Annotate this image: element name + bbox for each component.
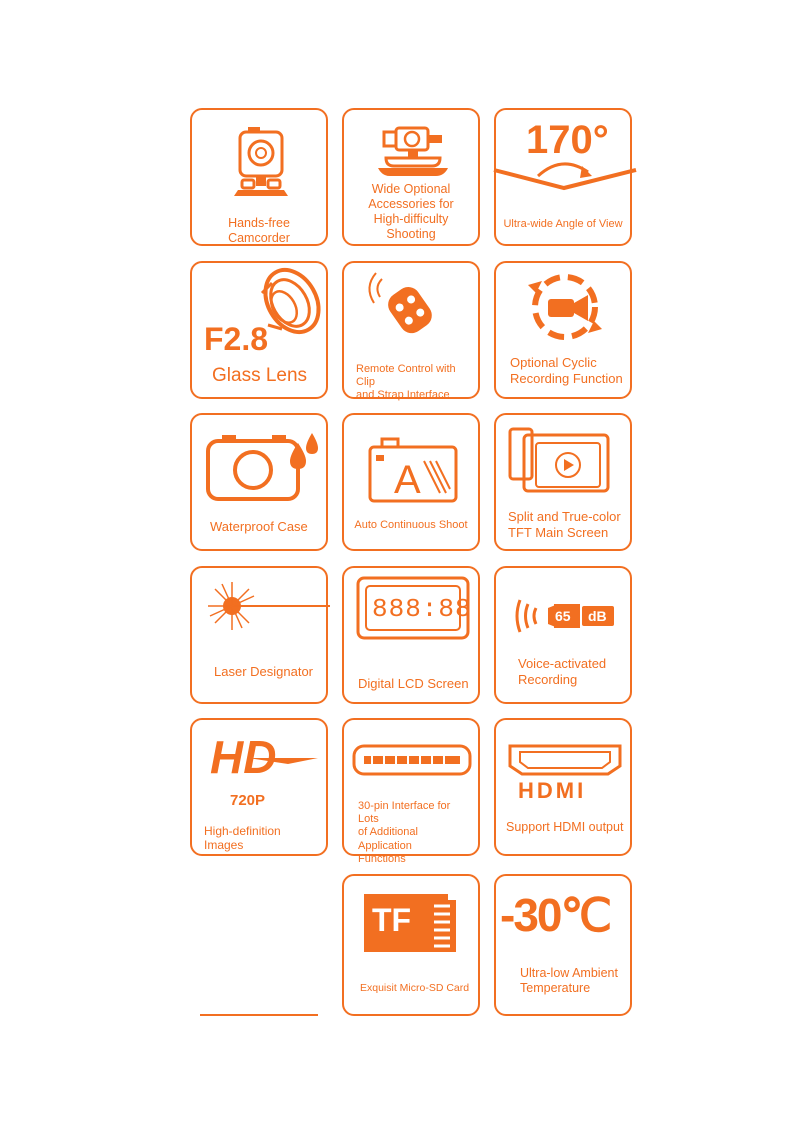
hdmi-logo: HDMI [518,778,587,803]
caption [350,182,472,242]
caption-line: Functions [358,852,406,865]
tile-remote-control [342,261,480,402]
temperature-value: -30℃ [500,889,611,941]
tile-hdmi-output [494,718,632,856]
caption-line: Accessories for [368,197,454,211]
tf-logo: TF [372,902,412,938]
caption [356,363,472,403]
lcd-digits: 888:88 [372,594,472,624]
caption [518,656,624,687]
tile-micro-sd [342,874,480,1016]
tile-optional-accessories [342,108,480,246]
caption [520,966,624,996]
aperture-label: F2.8 [204,321,269,357]
continuous-shoot-icon [344,415,482,553]
caption [358,800,472,866]
caption: Digital LCD Screen [358,676,469,691]
caption-line: Ultra-low Ambient [520,966,618,980]
laser-icon [192,568,330,706]
caption-line: of Additional Application [358,826,418,852]
tile-ultra-wide-angle [494,108,632,246]
tile-handsfree-camcorder [190,108,328,246]
caption-line: Split and True-color [508,509,621,524]
caption [510,355,624,386]
caption: Exquisit Micro-SD Card [360,982,470,994]
caption-line: Recording [518,671,578,687]
voice-level: 65 [555,608,571,624]
caption: Auto Continuous Shoot [354,519,468,531]
hd-logo: HD [210,731,277,783]
voice-unit: dB [588,608,607,624]
tile-waterproof-case [190,413,328,551]
tile-low-temperature [494,874,632,1016]
caption: Laser Designator [214,664,313,679]
caption [508,509,624,540]
tile-laser-designator [190,566,328,704]
caption-line: TFT Main Screen [508,524,609,540]
divider-line [200,1014,318,1016]
caption-line: and Strap Interface [356,389,450,402]
caption: Support HDMI output [506,820,624,834]
svg-text:A: A [394,458,421,502]
tile-voice-activated [494,566,632,704]
caption-line: 30-pin Interface for Lots [358,800,451,826]
tile-continuous-shoot [342,413,480,551]
tile-glass-lens [190,261,328,399]
caption-line: Temperature [520,981,591,995]
caption-line: Optional Cyclic [510,355,597,370]
sd-card-icon [344,876,482,1018]
tile-cyclic-recording [494,261,632,399]
caption: Waterproof Case [210,519,308,534]
caption: Glass Lens [212,365,308,386]
caption: High-definition Images [204,824,281,853]
caption-line: High-difficulty Shooting [373,212,449,241]
caption: Ultra-wide Angle of View [503,218,623,230]
hd-resolution: 720P [230,792,266,809]
caption-line: Wide Optional [371,182,451,196]
caption-line: Voice-activated [518,656,607,671]
caption: Hands-free Camcorder [228,216,290,245]
tile-high-definition [190,718,328,856]
caption-line: Remote Control with Clip [356,363,456,389]
tile-digital-lcd [342,566,480,704]
tile-tft-screen [494,413,632,551]
angle-value: 170° [526,118,609,162]
caption-line: Recording Function [510,370,623,386]
tile-30pin-interface [342,718,480,865]
